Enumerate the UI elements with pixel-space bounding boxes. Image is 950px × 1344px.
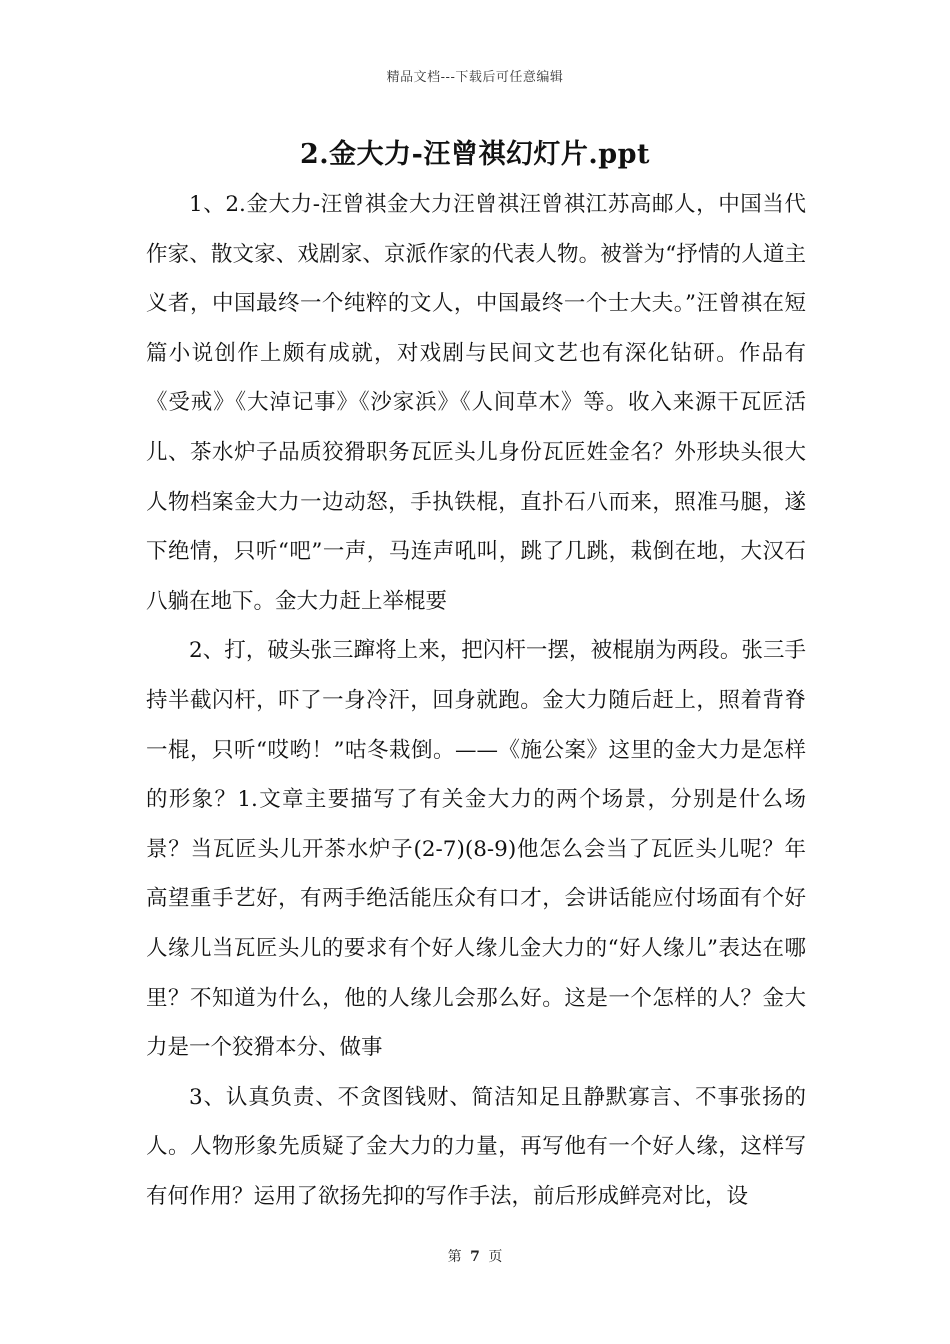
paragraph-2: 2、打，破头张三蹿将上来，把闪杆一摆，被棍崩为两段。张三手持半截闪杆，吓了一身冷汗，回身就跑。金大力随后赶上，照着背脊一棍，只听“哎哟！”咕冬栽倒。——《施公案》这里的金大力是怎样的形象？1.文章主要描写了有关金大力的两个场景，分别是什么场景？当瓦匠头儿开茶水炉子(2-7)(8-9)他怎么会当了瓦匠头儿呢？年高望重手艺好，有两手绝活能压众有口才，会讲话能应付场面有个好人缘儿当瓦匠头儿的要求有个好人缘儿金大力的“好人缘儿”表达在哪里？不知道为什么，他的人缘儿会那么好。这是一个怎样的人？金大力是一个狡猾本分、做事 (146, 638, 806, 1061)
page-footer (0, 1246, 950, 1266)
header-note: 精品文档---下载后可任意编辑 (386, 70, 564, 85)
document-body (146, 180, 806, 1221)
page-label-suffix: 页 (488, 1249, 503, 1265)
paragraph-1: 1、2.金大力-汪曾祺金大力汪曾祺汪曾祺江苏高邮人，中国当代作家、散文家、戏剧家、京派作家的代表人物。被誉为“抒情的人道主义者，中国最终一个纯粹的文人，中国最终一个士大夫。”汪曾祺在短篇小说创作上颇有成就，对戏剧与民间文艺也有深化钻研。作品有《受戒》《大淖记事》《沙家浜》《人间草木》等。收入来源干瓦匠活儿、茶水炉子品质狡猾职务瓦匠头儿身份瓦匠姓金名？外形块头很大人物档案金大力一边动怒，手执铁棍，直扑石八而来，照准马腿，遂下绝情，只听“吧”一声，马连声吼叫，跳了几跳，栽倒在地，大汉石八躺在地下。金大力赶上举棍要 (146, 192, 806, 614)
paragraph-3: 3、认真负责、不贪图钱财、简洁知足且静默寡言、不事张扬的人。人物形象先质疑了金大力的力量，再写他有一个好人缘，这样写有何作用？运用了欲扬先抑的写作手法，前后形成鲜亮对比，设 (146, 1084, 806, 1209)
page-number: 7 (470, 1249, 480, 1265)
page-label-prefix: 第 (447, 1249, 462, 1265)
document-title: 2.金大力-汪曾祺幻灯片.ppt (299, 139, 651, 170)
